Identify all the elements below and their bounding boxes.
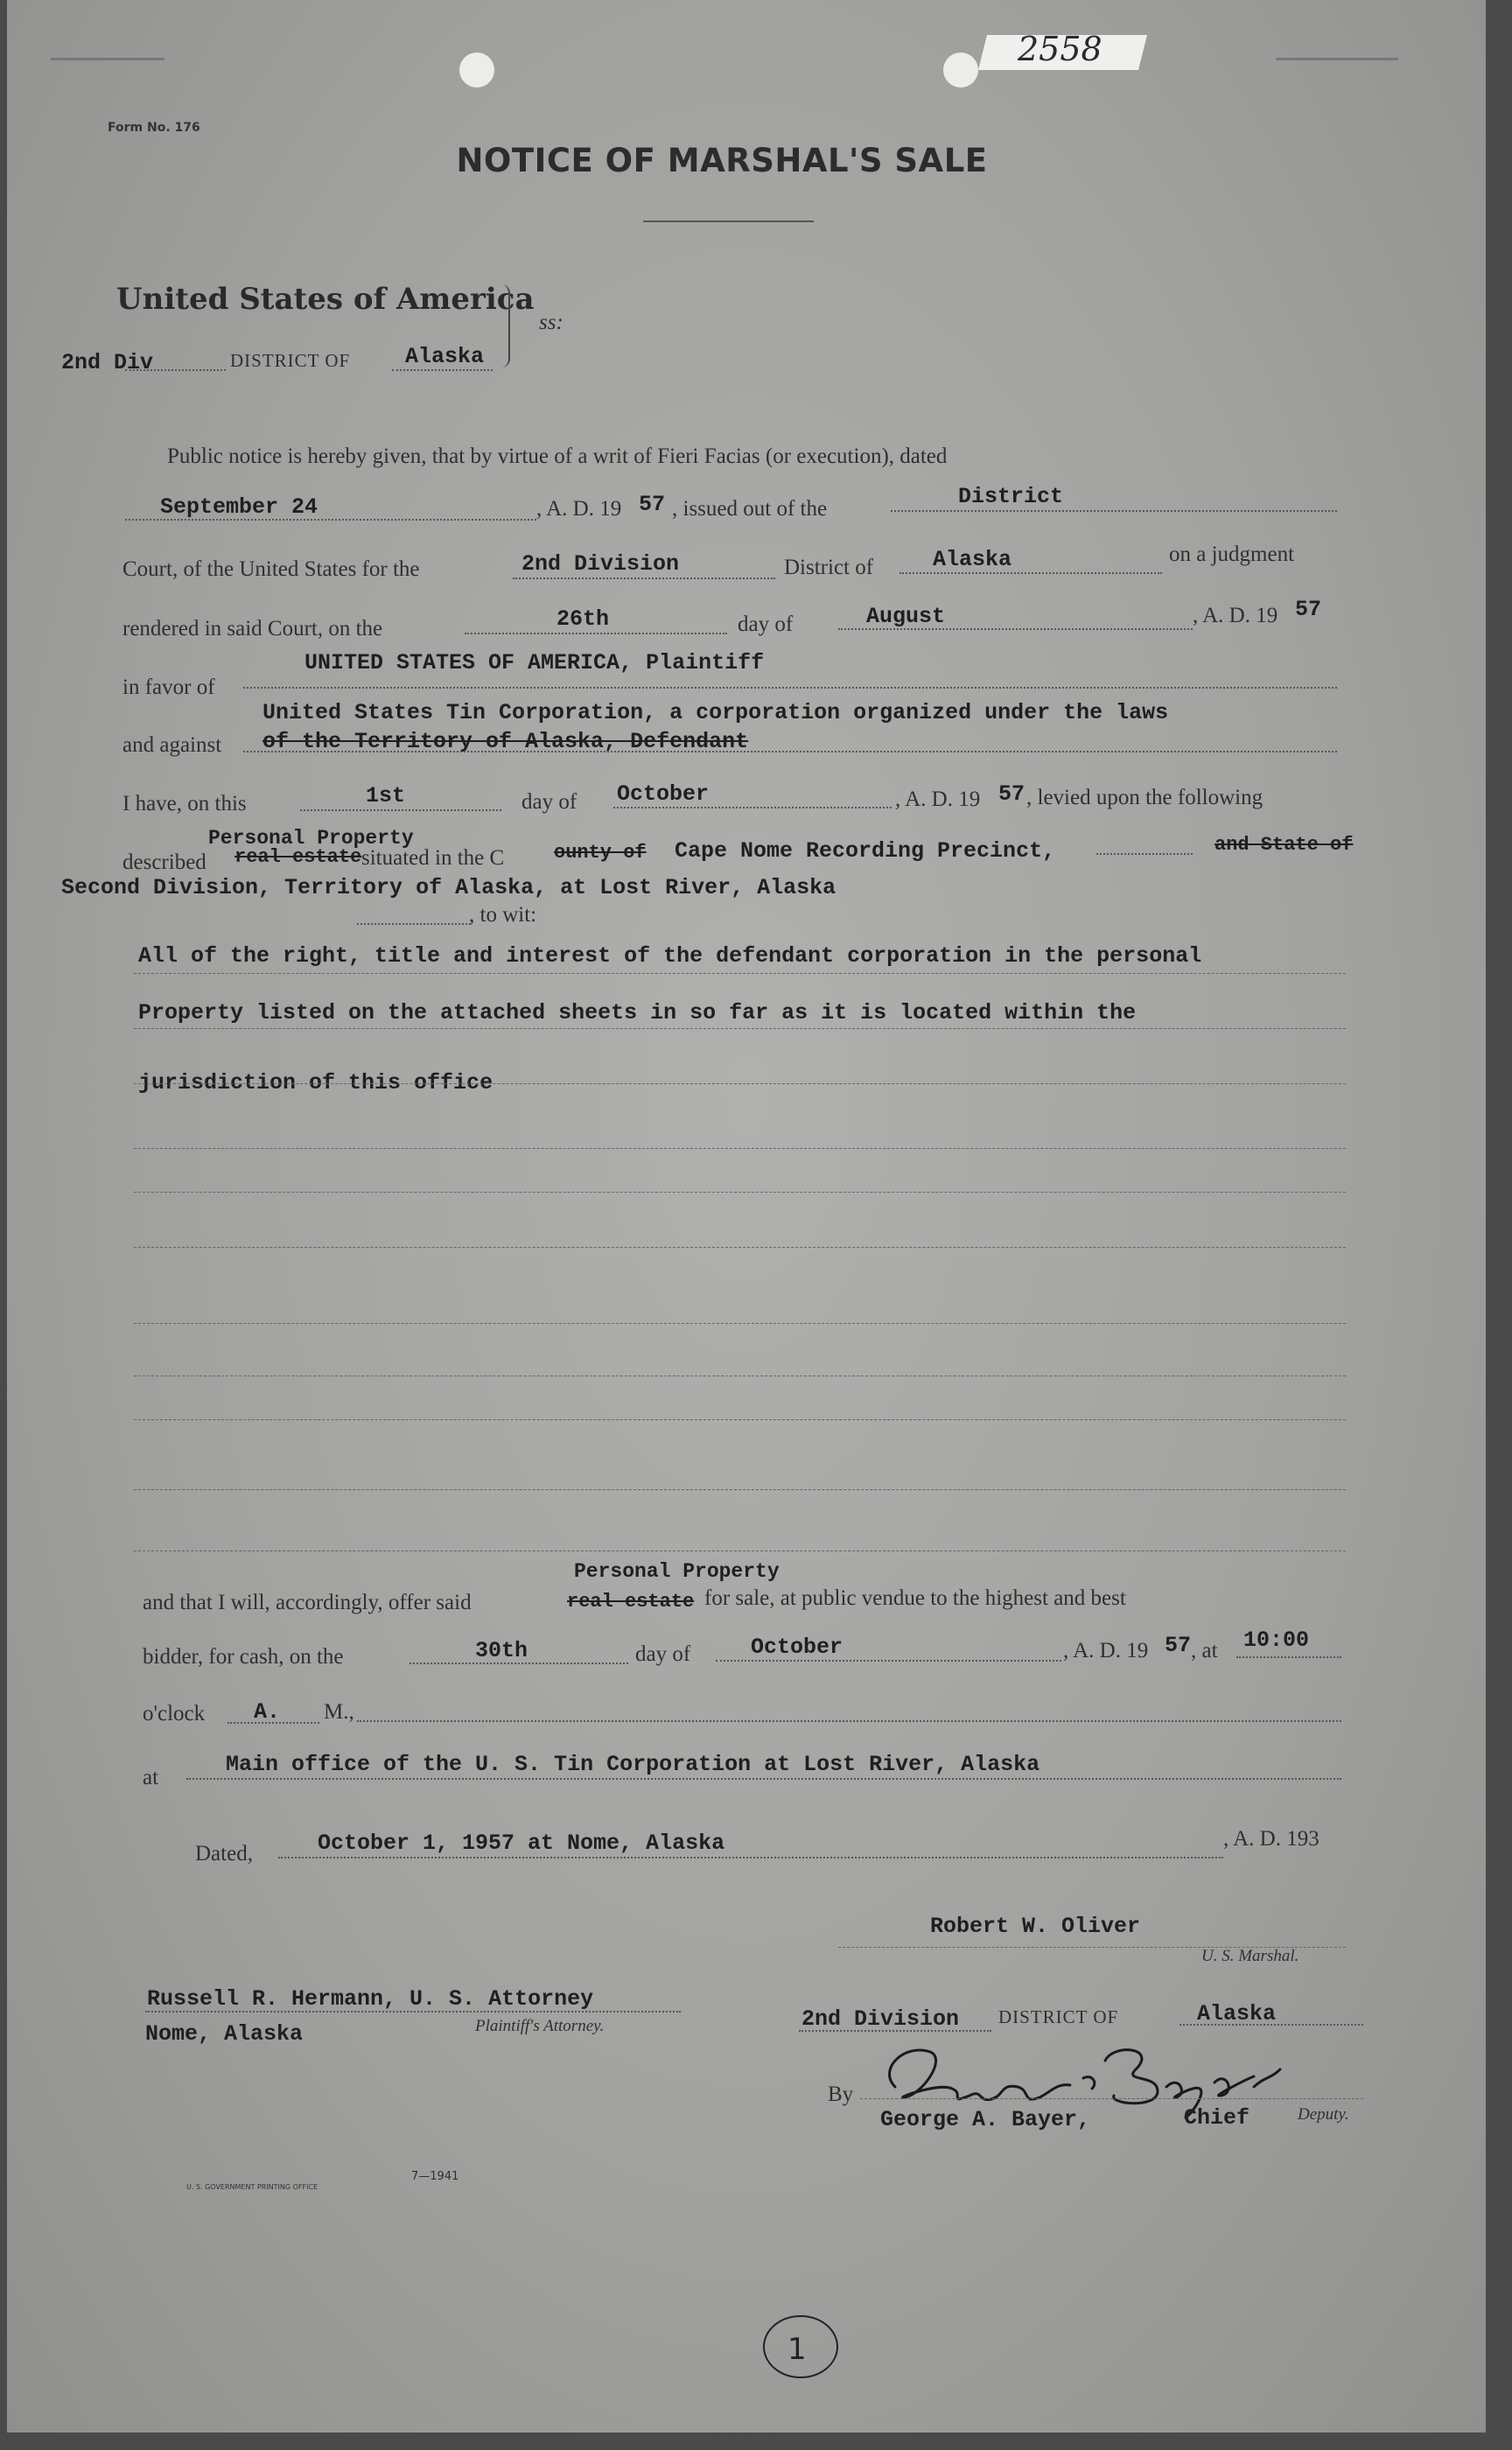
- notice-location: Second Division, Territory of Alaska, at Lost River, Alaska: [61, 875, 836, 900]
- marshal-title: U. S. Marshal.: [1201, 1947, 1299, 1965]
- notice-levy-month: October: [617, 781, 710, 807]
- venue-ss: ss:: [539, 311, 564, 334]
- punch-hole-left: [459, 52, 494, 88]
- notice-district: Alaska: [933, 547, 1012, 572]
- stamp-number: 2558: [1018, 30, 1102, 68]
- description-line-1: All of the right, title and interest of the defendant corporation in the personal: [138, 943, 1202, 969]
- notice-issued: , issued out of the: [672, 497, 828, 521]
- notice-division: 2nd Division: [522, 551, 680, 577]
- deputy-title: Deputy.: [1298, 2105, 1349, 2124]
- sale-place: Main office of the U. S. Tin Corporation at Lost River, Alaska: [226, 1752, 1040, 1777]
- notice-defendant-1: United States Tin Corporation, a corporation organized under the laws: [262, 700, 1169, 725]
- notice-dated: September 24: [160, 494, 318, 520]
- notice-levied: , levied upon the following: [1026, 786, 1264, 809]
- form-number: Form No. 176: [108, 121, 200, 135]
- deputy-rank: Chief: [1184, 2105, 1250, 2131]
- attorney-title: Plaintiff's Attorney.: [475, 2017, 605, 2035]
- venue-division: 2nd Div: [61, 350, 154, 375]
- notice-judgment: on a judgment: [1169, 542, 1295, 566]
- signature-by: By: [828, 2082, 854, 2106]
- notice-and-against: and against: [122, 733, 222, 757]
- notice-year-3: 57: [998, 781, 1026, 807]
- sale-at: , at: [1191, 1639, 1218, 1662]
- signature-district-label: DISTRICT OF: [998, 2006, 1119, 2027]
- notice-month: August: [866, 604, 946, 629]
- notice-property-type: Personal Property: [208, 827, 414, 850]
- dated-label: Dated,: [195, 1842, 253, 1866]
- notice-in-favor: in favor of: [122, 676, 215, 699]
- notice-struck-state: and State of: [1214, 834, 1354, 856]
- description-line-2: Property listed on the attached sheets in so far as it is located within the: [138, 1000, 1137, 1026]
- venue-district: Alaska: [405, 344, 485, 369]
- sale-struck-real-estate: real estate: [567, 1591, 695, 1613]
- printer-imprint: U. S. GOVERNMENT PRINTING OFFICE: [186, 2183, 318, 2191]
- notice-court-name: District: [958, 484, 1064, 509]
- notice-defendant-2: of the Territory of Alaska, Defendant: [262, 729, 749, 754]
- venue-heading: United States of America: [116, 282, 535, 317]
- sale-meridiem: A.: [254, 1699, 281, 1725]
- notice-struck-real-estate: real estate: [234, 846, 362, 868]
- notice-situated: situated in the C: [361, 846, 505, 870]
- notice-precinct: Cape Nome Recording Precinct,: [675, 838, 1056, 864]
- signature-division: 2nd Division: [802, 2006, 960, 2032]
- sale-year: 57: [1165, 1633, 1192, 1658]
- page-number: 1: [788, 2332, 807, 2367]
- notice-ad-2: , A. D. 19: [1193, 604, 1278, 627]
- venue-district-label: DISTRICT OF: [230, 350, 351, 371]
- sale-for-sale: for sale, at public vendue to the highest and best: [704, 1586, 1126, 1610]
- sale-day-of: day of: [635, 1642, 691, 1666]
- title-rule: [643, 220, 814, 222]
- notice-district-of: District of: [784, 556, 874, 579]
- attorney-city: Nome, Alaska: [145, 2021, 304, 2047]
- notice-year-2: 57: [1295, 597, 1322, 622]
- edge-mark: [1276, 58, 1398, 60]
- venue-bracket: [501, 284, 510, 368]
- sale-month: October: [751, 1634, 844, 1660]
- dated-value: October 1, 1957 at Nome, Alaska: [318, 1830, 725, 1856]
- notice-rendered: rendered in said Court, on the: [122, 617, 383, 640]
- page-title: NOTICE OF MARSHAL'S SALE: [456, 142, 988, 179]
- description-line-3: jurisdiction of this office: [138, 1070, 494, 1096]
- sale-at-label: at: [143, 1766, 159, 1789]
- notice-levy-day-of: day of: [522, 790, 578, 814]
- document-page: [7, 0, 1486, 2432]
- notice-plaintiff: UNITED STATES OF AMERICA, Plaintiff: [304, 650, 765, 676]
- notice-i-have: I have, on this: [122, 792, 247, 816]
- notice-ad-1: , A. D. 19: [536, 497, 622, 521]
- signature-district: Alaska: [1197, 2001, 1277, 2026]
- notice-described: described: [122, 850, 206, 874]
- sale-property-type: Personal Property: [574, 1560, 780, 1583]
- marshal-name: Robert W. Oliver: [930, 1914, 1141, 1939]
- sale-time: 10:00: [1243, 1628, 1310, 1653]
- form-code: 7—1941: [411, 2170, 459, 2183]
- notice-year-1: 57: [639, 492, 666, 517]
- sale-bidder: bidder, for cash, on the: [143, 1645, 344, 1669]
- punch-hole-right: [943, 52, 978, 88]
- notice-intro: Public notice is hereby given, that by virtue of a writ of Fieri Facias (or execution), dated: [167, 444, 948, 468]
- deputy-name: George A. Bayer,: [880, 2107, 1091, 2132]
- edge-mark: [51, 58, 164, 60]
- notice-to-wit: , to wit:: [469, 903, 537, 927]
- sale-oclock: o'clock: [143, 1702, 206, 1726]
- sale-day: 30th: [475, 1638, 528, 1663]
- sale-ad: , A. D. 19: [1063, 1639, 1149, 1662]
- notice-court-line: Court, of the United States for the: [122, 557, 420, 581]
- sale-m: M.,: [324, 1700, 354, 1724]
- notice-day-of: day of: [738, 612, 794, 636]
- notice-levy-day: 1st: [366, 783, 406, 808]
- dated-ad: , A. D. 193: [1223, 1827, 1320, 1851]
- notice-ad-3: , A. D. 19: [895, 788, 981, 811]
- notice-day: 26th: [556, 606, 610, 632]
- notice-struck-county: ounty of: [554, 842, 647, 864]
- attorney-name: Russell R. Hermann, U. S. Attorney: [147, 1986, 594, 2012]
- sale-and-that: and that I will, accordingly, offer said: [143, 1591, 472, 1614]
